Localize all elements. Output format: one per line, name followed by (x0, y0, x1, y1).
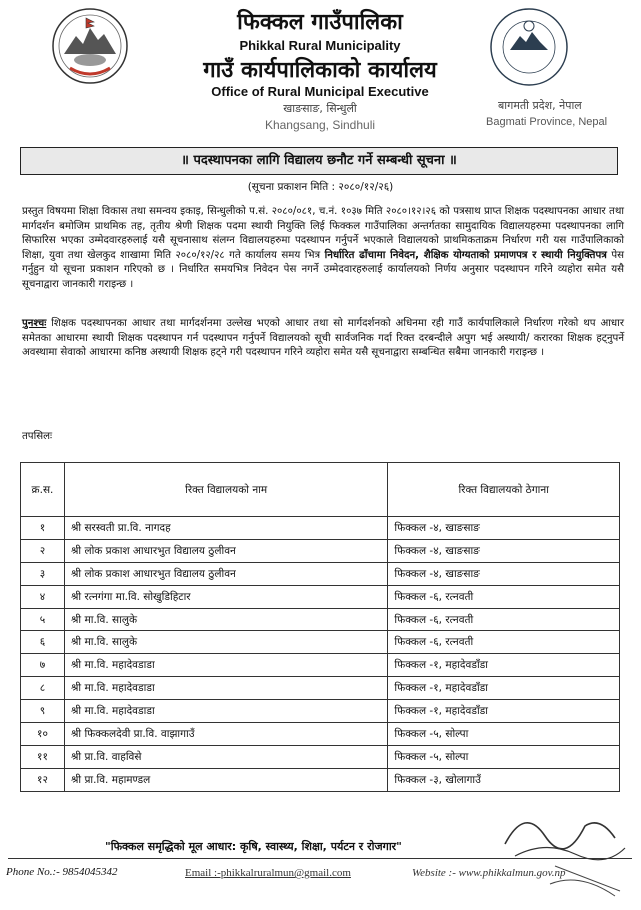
cell-serial: २ (21, 539, 65, 562)
cell-school-address: फिक्कल -६, रत्नवती (388, 585, 620, 608)
cell-school-name: श्री लोक प्रकाश आधारभुत विद्यालय ठुलीवन (64, 539, 387, 562)
postscript-paragraph (22, 317, 624, 361)
cell-serial: ११ (21, 745, 65, 768)
location-en: Khangsang, Sindhuli (264, 118, 376, 132)
cell-serial: १ (21, 517, 65, 540)
cell-school-address: फिक्कल -६, रत्नवती (388, 631, 620, 654)
cell-school-address: फिक्कल -४, खाङसाङ (388, 539, 620, 562)
cell-serial: ९ (21, 700, 65, 723)
table-body (21, 517, 620, 792)
office-name-en: Office of Rural Municipal Executive (211, 84, 429, 99)
nepal-emblem-icon (50, 6, 130, 86)
cell-school-name: श्री प्रा.वि. महामण्डल (64, 768, 387, 791)
cell-school-address: फिक्कल -४, खाङसाङ (388, 517, 620, 540)
table-row (21, 745, 620, 768)
table-row (21, 585, 620, 608)
cell-serial: ५ (21, 608, 65, 631)
notice-text-b: पेस गर्नुहुन यो सूचना प्रकाशन गरिएको छ । निर्धारित समयभित्र निवेदन पेस नगर्ने उम्मेदवारहरुलाई कार्यालयको निर्णय अनुसार पदस्थापन गरिने व्यहोरा समेत यसै सूचनाद्वारा जानकारी गराइन्छ । (22, 249, 625, 290)
publish-date: (सूचना प्रकाशन मिति : २०८०/१२/२६) (247, 181, 394, 193)
email-link[interactable]: Email :-phikkalruralmun@gmail.com (185, 867, 351, 879)
website-link[interactable]: Website :- www.phikkalmun.gov.np (412, 867, 566, 879)
cell-serial: ३ (21, 562, 65, 585)
cell-school-address: फिक्कल -५, सोल्पा (388, 745, 620, 768)
cell-school-name: श्री मा.वि. महादेवडाडा (64, 654, 387, 677)
header-school-name: रिक्त विद्यालयको नाम (64, 463, 387, 517)
notice-text-a: प्रस्तुत विषयमा शिक्षा विकास तथा समन्वय इकाइ, सिन्धुलीको प.सं. २०८०/०८१, च.नं. १०३७ मिति २०८०।१२।२६ को पत्रसाथ प्राप्त शिक्षक पदस्थापनका आधार तथा मार्गदर्शन बमोजिम प्राथमिक तह, तृतीय श्रेणी शिक्षक पदमा स्थायी नियुक्ति लिई फिक्कल गाउँपालिका अन्तर्गतका सामुदायिक विद्यालयहरुमा पदस्थापनका लागि सिफारिस भएका उम्मेदवारहरुलाई यसै सूचनासाथ संलग्न विद्यालयहरुमा पदस्थापन गर्नुपर्ने भएकाले विद्यालयको प्राथमिकताक्रम निर्धारण गरी यस गाउँपालिकाको शिक्षा, युवा तथा खेलकुद शाखामा मिति २०८०/१२/२८ गते कार्यालय समय भित्र (22, 206, 624, 261)
table-row (21, 608, 620, 631)
table-row (21, 562, 620, 585)
cell-school-address: फिक्कल -१, महादेवडाँडा (388, 700, 620, 723)
postscript-lead: पुनश्चः (22, 318, 47, 329)
cell-school-name: श्री मा.वि. महादेवडाडा (64, 677, 387, 700)
table-row (21, 677, 620, 700)
cell-school-name: श्री फिक्कलदेवी प्रा.वि. वाझागाउँ (64, 723, 387, 746)
location-np: खाङसाङ, सिन्धुली (283, 102, 357, 115)
office-name-np: गाउँ कार्यपालिकाको कार्यालय (203, 58, 437, 83)
motto: "फिक्कल समृद्धिको मूल आधार: कृषि, स्वास्थ्य, शिक्षा, पर्यटन र रोजगार" (105, 840, 402, 853)
table-row (21, 723, 620, 746)
cell-school-name: श्री प्रा.वि. वाहविसे (64, 745, 387, 768)
cell-school-address: फिक्कल -३, खोलागाउँ (388, 768, 620, 791)
notice-text-bold: निर्धारित ढाँचामा निवेदन, शैक्षिक योग्यताको प्रमाणपत्र र स्थायी नियुक्तिपत्र (324, 249, 607, 261)
cell-school-name: श्री मा.वि. सालुके (64, 631, 387, 654)
cell-serial: ६ (21, 631, 65, 654)
cell-school-name: श्री मा.वि. महादेवडाडा (64, 700, 387, 723)
cell-school-address: फिक्कल -६, रत्नवती (388, 608, 620, 631)
cell-serial: १० (21, 723, 65, 746)
header-serial: क्र.स. (21, 463, 65, 517)
province-en: Bagmati Province, Nepal (486, 116, 608, 128)
notice-paragraph (22, 205, 624, 293)
cell-serial: १२ (21, 768, 65, 791)
details-label: तपसिलः (22, 431, 53, 442)
cell-school-name: श्री लोक प्रकाश आधारभुत विद्यालय ठुलीवन (64, 562, 387, 585)
municipality-name-np: फिक्कल गाउँपालिका (237, 10, 403, 35)
cell-school-address: फिक्कल -१, महादेवडाँडा (388, 654, 620, 677)
postscript-text: शिक्षक पदस्थापनका आधार तथा मार्गदर्शनमा उल्लेख भएको आधार तथा सो मार्गदर्शनको अधिनमा रही गाउँ कार्यपालिकाले निर्धारण गरेको थप आधार समेतका आधारमा स्थायी शिक्षक पदस्थापन गर्न पदस्थापन गर्नुपर्ने विद्यालयको सूची सार्वजनिक गर्दा रिक्त दरबन्दीले अपुग भई अस्थायी/ करारका शिक्षक हट्नुपर्ने अवस्थामा सेवाको आधारमा कनिष्ठ अस्थायी शिक्षक हट्ने गरी पदस्थापन गरिने व्यहोरा समेत यसै सूचनाद्वारा सम्बन्धित सबैमा जानकारी गराइन्छ । (22, 318, 624, 359)
table-row (21, 700, 620, 723)
table-row (21, 517, 620, 540)
header-school-address: रिक्त विद्यालयको ठेगाना (388, 463, 620, 517)
cell-school-address: फिक्कल -१, महादेवडाँडा (388, 677, 620, 700)
table-row (21, 539, 620, 562)
cell-school-address: फिक्कल -४, खाङसाङ (388, 562, 620, 585)
cell-school-address: फिक्कल -५, सोल्पा (388, 723, 620, 746)
table-header-row (21, 463, 620, 517)
table-row (21, 631, 620, 654)
vacant-schools-table (20, 462, 620, 792)
signature-stamp-icon (495, 796, 635, 904)
notice-title: ॥ पदस्थापनका लागि विद्यालय छनौट गर्ने सम्बन्धी सूचना ॥ (20, 147, 618, 175)
cell-serial: ४ (21, 585, 65, 608)
cell-serial: ७ (21, 654, 65, 677)
province-np: बागमती प्रदेश, नेपाल (498, 99, 582, 112)
table-row (21, 768, 620, 791)
cell-school-name: श्री रत्नगंगा मा.वि. सोखुडिहिटार (64, 585, 387, 608)
municipality-name-en: Phikkal Rural Municipality (239, 38, 401, 53)
cell-serial: ८ (21, 677, 65, 700)
phone-number: Phone No.:- 9854045342 (6, 866, 118, 878)
municipality-seal-icon (488, 6, 570, 88)
cell-school-name: श्री मा.वि. सालुके (64, 608, 387, 631)
cell-school-name: श्री सरस्वती प्रा.वि. नागदह (64, 517, 387, 540)
table-row (21, 654, 620, 677)
